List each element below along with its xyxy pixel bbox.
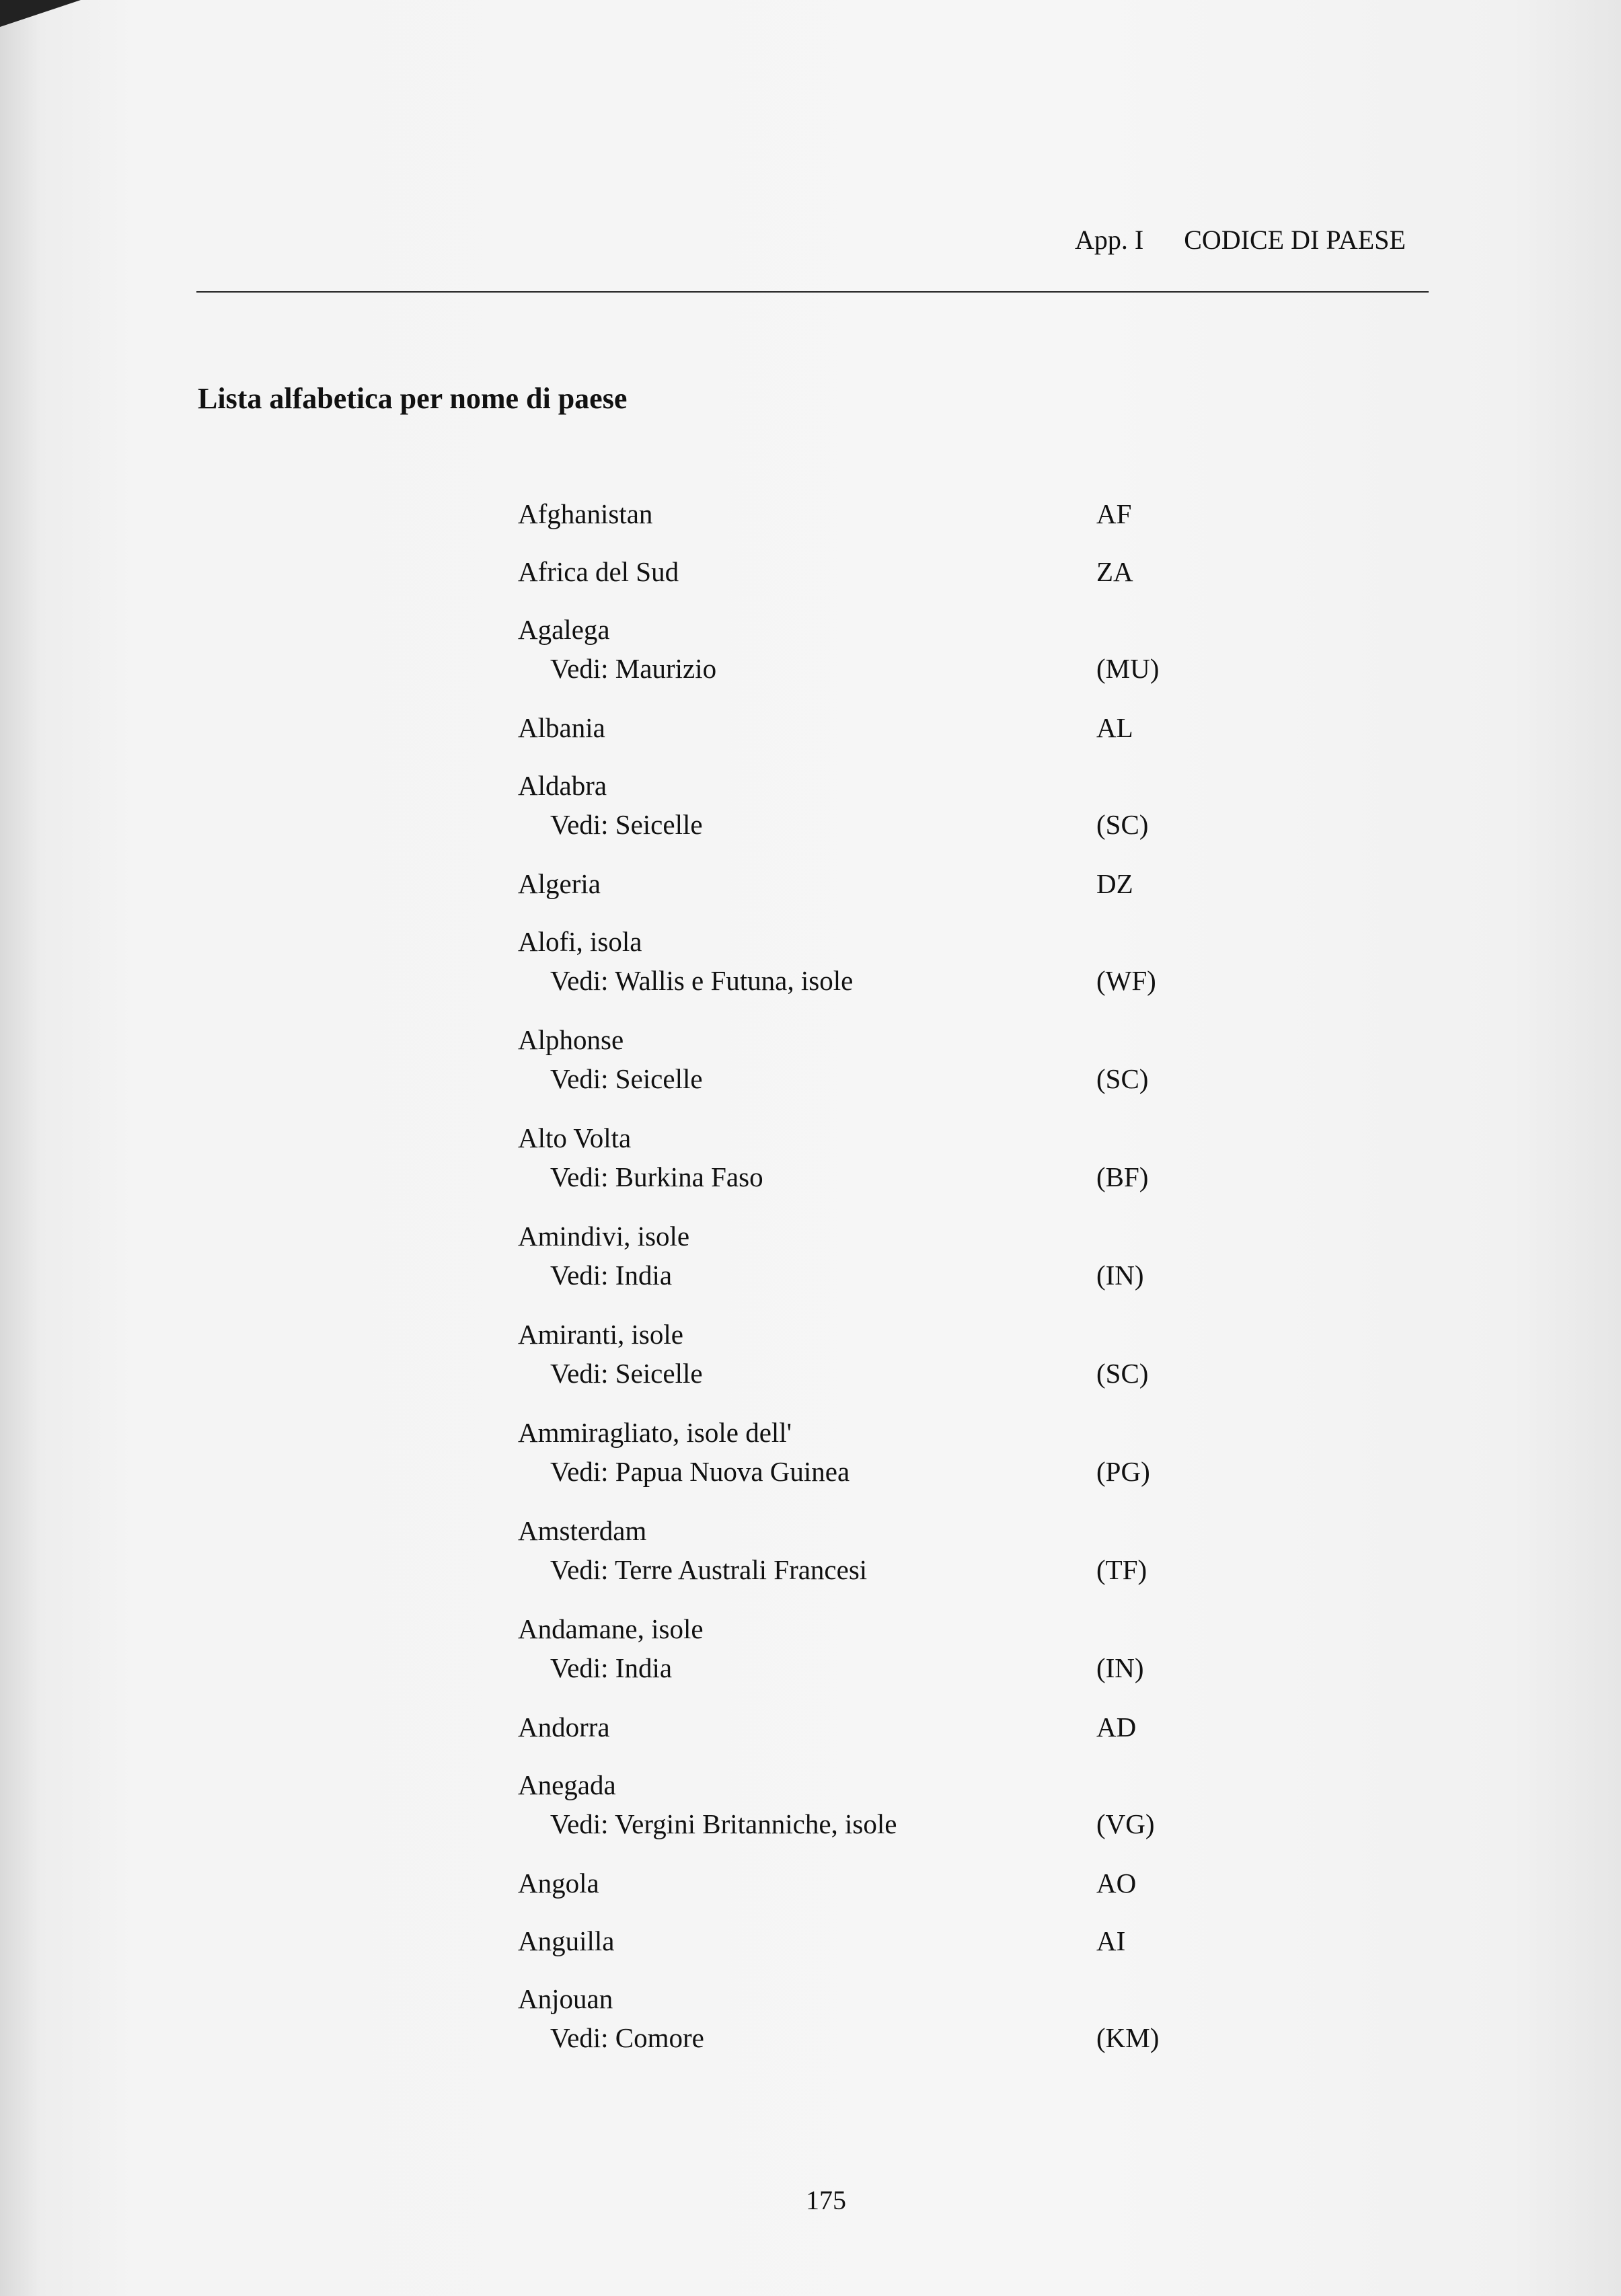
country-code: (SC)	[1096, 809, 1149, 840]
see-reference: Vedi: Seicelle	[550, 1063, 703, 1094]
country-code: (SC)	[1096, 1063, 1149, 1094]
country-code: (SC)	[1096, 1358, 1149, 1389]
country-code: (TF)	[1096, 1554, 1147, 1585]
country-entry	[518, 494, 1197, 552]
country-name: Andorra	[518, 1712, 610, 1743]
entry-see-row	[518, 649, 1197, 688]
country-code: DZ	[1096, 868, 1133, 899]
country-code: AI	[1096, 1925, 1126, 1956]
country-entry	[518, 1413, 1197, 1511]
country-code: AF	[1096, 498, 1132, 529]
entry-main-row	[518, 1708, 1197, 1747]
country-entry	[518, 552, 1197, 610]
entry-main-row	[518, 864, 1197, 903]
country-code: AL	[1096, 712, 1133, 743]
header-rule	[196, 291, 1429, 293]
see-reference: Vedi: Burkina Faso	[550, 1161, 763, 1192]
country-name: Andamane, isole	[518, 1613, 704, 1644]
entry-see-row	[518, 1550, 1197, 1589]
entry-main-row	[518, 1315, 1197, 1354]
country-name: Alphonse	[518, 1024, 624, 1055]
entry-main-row	[518, 494, 1197, 533]
country-code: (VG)	[1096, 1808, 1155, 1839]
country-entry	[518, 708, 1197, 766]
see-reference: Vedi: Papua Nuova Guinea	[550, 1456, 850, 1487]
country-code: AD	[1096, 1712, 1137, 1743]
entry-see-row	[518, 1354, 1197, 1393]
entry-see-row	[518, 2018, 1197, 2057]
country-entry	[518, 1609, 1197, 1708]
entry-see-row	[518, 1648, 1197, 1687]
entry-main-row	[518, 1921, 1197, 1960]
country-entry	[518, 864, 1197, 922]
country-name: Agalega	[518, 614, 610, 645]
see-reference: Vedi: Comore	[550, 2022, 704, 2053]
entry-main-row	[518, 766, 1197, 805]
country-entry	[518, 922, 1197, 1020]
see-reference: Vedi: Wallis e Futuna, isole	[550, 965, 854, 996]
country-code: (BF)	[1096, 1161, 1149, 1192]
country-name: Amindivi, isole	[518, 1221, 690, 1252]
see-reference: Vedi: India	[550, 1652, 673, 1683]
see-reference: Vedi: Seicelle	[550, 809, 703, 840]
see-reference: Vedi: India	[550, 1260, 673, 1291]
entry-see-row	[518, 1157, 1197, 1196]
country-name: Ammiragliato, isole dell'	[518, 1417, 792, 1448]
entry-see-row	[518, 1256, 1197, 1295]
see-reference: Vedi: Maurizio	[550, 653, 717, 684]
country-name: Anegada	[518, 1769, 616, 1800]
country-code: ZA	[1096, 556, 1133, 587]
header-title: CODICE DI PAESE	[1184, 225, 1406, 255]
running-header	[1075, 224, 1406, 256]
see-reference: Vedi: Terre Australi Francesi	[550, 1554, 868, 1585]
country-name: Algeria	[518, 868, 601, 899]
country-name: Anjouan	[518, 1983, 613, 2014]
country-name: Alofi, isola	[518, 926, 642, 957]
country-entry	[518, 1020, 1197, 1118]
entry-see-row	[518, 1059, 1197, 1098]
entry-main-row	[518, 1020, 1197, 1059]
entry-main-row	[518, 1118, 1197, 1157]
entry-see-row	[518, 1804, 1197, 1843]
country-list	[518, 494, 1197, 2077]
country-entry	[518, 1765, 1197, 1864]
country-name: Amiranti, isole	[518, 1319, 683, 1350]
country-code: (IN)	[1096, 1652, 1144, 1683]
see-reference: Vedi: Seicelle	[550, 1358, 703, 1389]
country-name: Africa del Sud	[518, 556, 679, 587]
country-name: Alto Volta	[518, 1122, 632, 1153]
country-code: (PG)	[1096, 1456, 1150, 1487]
entry-main-row	[518, 1511, 1197, 1550]
page-number: 175	[806, 2185, 846, 2215]
entry-main-row	[518, 1765, 1197, 1804]
country-name: Albania	[518, 712, 605, 743]
country-code: (KM)	[1096, 2022, 1160, 2053]
entry-main-row	[518, 922, 1197, 961]
country-code: (WF)	[1096, 965, 1156, 996]
entry-main-row	[518, 708, 1197, 747]
country-entry	[518, 1217, 1197, 1315]
country-entry	[518, 1118, 1197, 1217]
entry-main-row	[518, 1609, 1197, 1648]
country-name: Afghanistan	[518, 498, 653, 529]
country-name: Amsterdam	[518, 1515, 647, 1546]
country-entry	[518, 766, 1197, 864]
section-title: Lista alfabetica per nome di paese	[198, 382, 628, 415]
country-entry	[518, 1979, 1197, 2077]
entry-main-row	[518, 1864, 1197, 1903]
entry-main-row	[518, 1413, 1197, 1452]
country-code: (MU)	[1096, 653, 1160, 684]
country-entry	[518, 610, 1197, 708]
entry-main-row	[518, 1979, 1197, 2018]
see-reference: Vedi: Vergini Britanniche, isole	[550, 1808, 897, 1839]
entry-see-row	[518, 1452, 1197, 1491]
entry-main-row	[518, 1217, 1197, 1256]
country-code: AO	[1096, 1868, 1137, 1899]
country-entry	[518, 1864, 1197, 1921]
entry-see-row	[518, 961, 1197, 1000]
entry-main-row	[518, 610, 1197, 649]
scan-corner-mark	[0, 0, 81, 27]
country-name: Aldabra	[518, 770, 607, 801]
country-entry	[518, 1315, 1197, 1413]
country-entry	[518, 1921, 1197, 1979]
country-name: Anguilla	[518, 1925, 615, 1956]
appendix-label: App. I	[1075, 225, 1144, 255]
entry-see-row	[518, 805, 1197, 844]
country-entry	[518, 1708, 1197, 1765]
entry-main-row	[518, 552, 1197, 591]
country-name: Angola	[518, 1868, 599, 1899]
country-code: (IN)	[1096, 1260, 1144, 1291]
country-entry	[518, 1511, 1197, 1609]
